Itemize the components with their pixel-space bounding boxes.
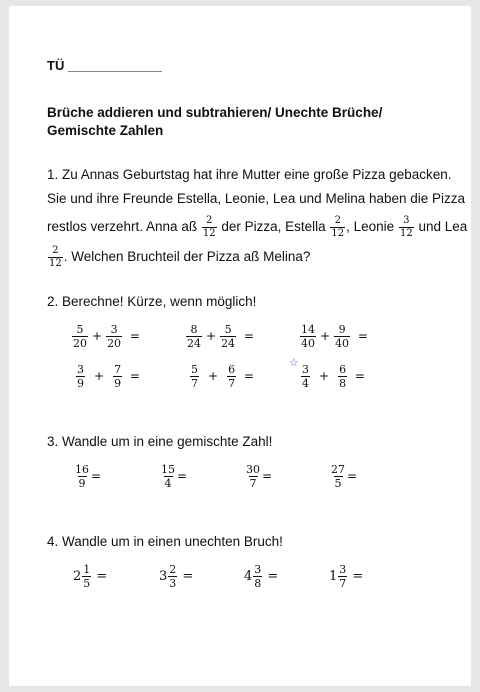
task1-question: . Welchen Bruchteil der Pizza aß Melina?: [63, 249, 311, 264]
task1-line-1: 1. Zu Annas Geburtstag hat ihre Mutter eine große Pizza gebacken.: [47, 167, 452, 182]
task1-text-anna: restlos verzehrt. Anna aß: [47, 219, 198, 234]
convert-mixed-2: $\frac{15}{4}$ =: [161, 463, 188, 490]
fraction-anna: $\frac{2}{12}$: [202, 214, 216, 239]
task1-text-leonie: , Leonie: [346, 219, 395, 234]
task1-line-2: Sie und ihre Freunde Estella, Leonie, Lea und Melina haben die Pizza: [47, 191, 466, 206]
fraction-lea: $\frac{2}{12}$: [49, 244, 62, 269]
name-line: [47, 58, 162, 73]
task1-text-lea: und Lea: [418, 219, 468, 234]
fraction-estella: $\frac{2}{12}$: [331, 214, 345, 239]
exercise-5: $\frac{5}{7}$ + $\frac{6}{7}$ =: [191, 363, 254, 390]
task3-heading: 3. Wandle um in eine gemischte Zahl!: [47, 434, 273, 449]
worksheet-title: Brüche addieren und subtrahieren/ Unechte Brüche/ Gemischte Zahlen: [47, 105, 383, 138]
header-blank: _____________: [67, 58, 162, 73]
convert-improper-4: 1 $\frac{3}{7}$ =: [329, 563, 364, 590]
convert-improper-3: 4 $\frac{3}{8}$ =: [244, 563, 279, 590]
task1-line-4: [47, 244, 310, 269]
exercise-3: $\frac{14}{40}$ + $\frac{9}{40}$ =: [301, 323, 368, 350]
fraction-leonie: $\frac{3}{12}$: [399, 214, 413, 239]
convert-improper-2: 3 $\frac{2}{3}$ =: [159, 563, 194, 590]
exercise-1: $\frac{5}{20}$ + $\frac{3}{20}$ =: [73, 323, 140, 350]
convert-mixed-1: $\frac{16}{9}$ =: [75, 463, 102, 490]
task4-heading: 4. Wandle um in einen unechten Bruch!: [47, 534, 283, 549]
task2-heading: 2. Berechne! Kürze, wenn möglich!: [47, 294, 257, 309]
exercise-2: $\frac{8}{24}$ + $\frac{5}{24}$ =: [187, 323, 254, 350]
convert-mixed-4: $\frac{27}{5}$ =: [331, 463, 358, 490]
star-icon: ☆: [289, 357, 299, 369]
worksheet-page: [9, 6, 471, 686]
task1-text-estella: der Pizza, Estella: [221, 219, 326, 234]
convert-mixed-3: $\frac{30}{7}$ =: [246, 463, 273, 490]
exercise-6: $\frac{3}{4}$ + $\frac{6}{8}$ =: [302, 363, 365, 390]
header-label: TÜ: [47, 58, 65, 73]
convert-improper-1: 2 $\frac{1}{5}$ =: [73, 563, 108, 590]
exercise-4: $\frac{3}{9}$ + $\frac{7}{9}$ =: [77, 363, 140, 390]
task1-line-3: [47, 214, 467, 239]
